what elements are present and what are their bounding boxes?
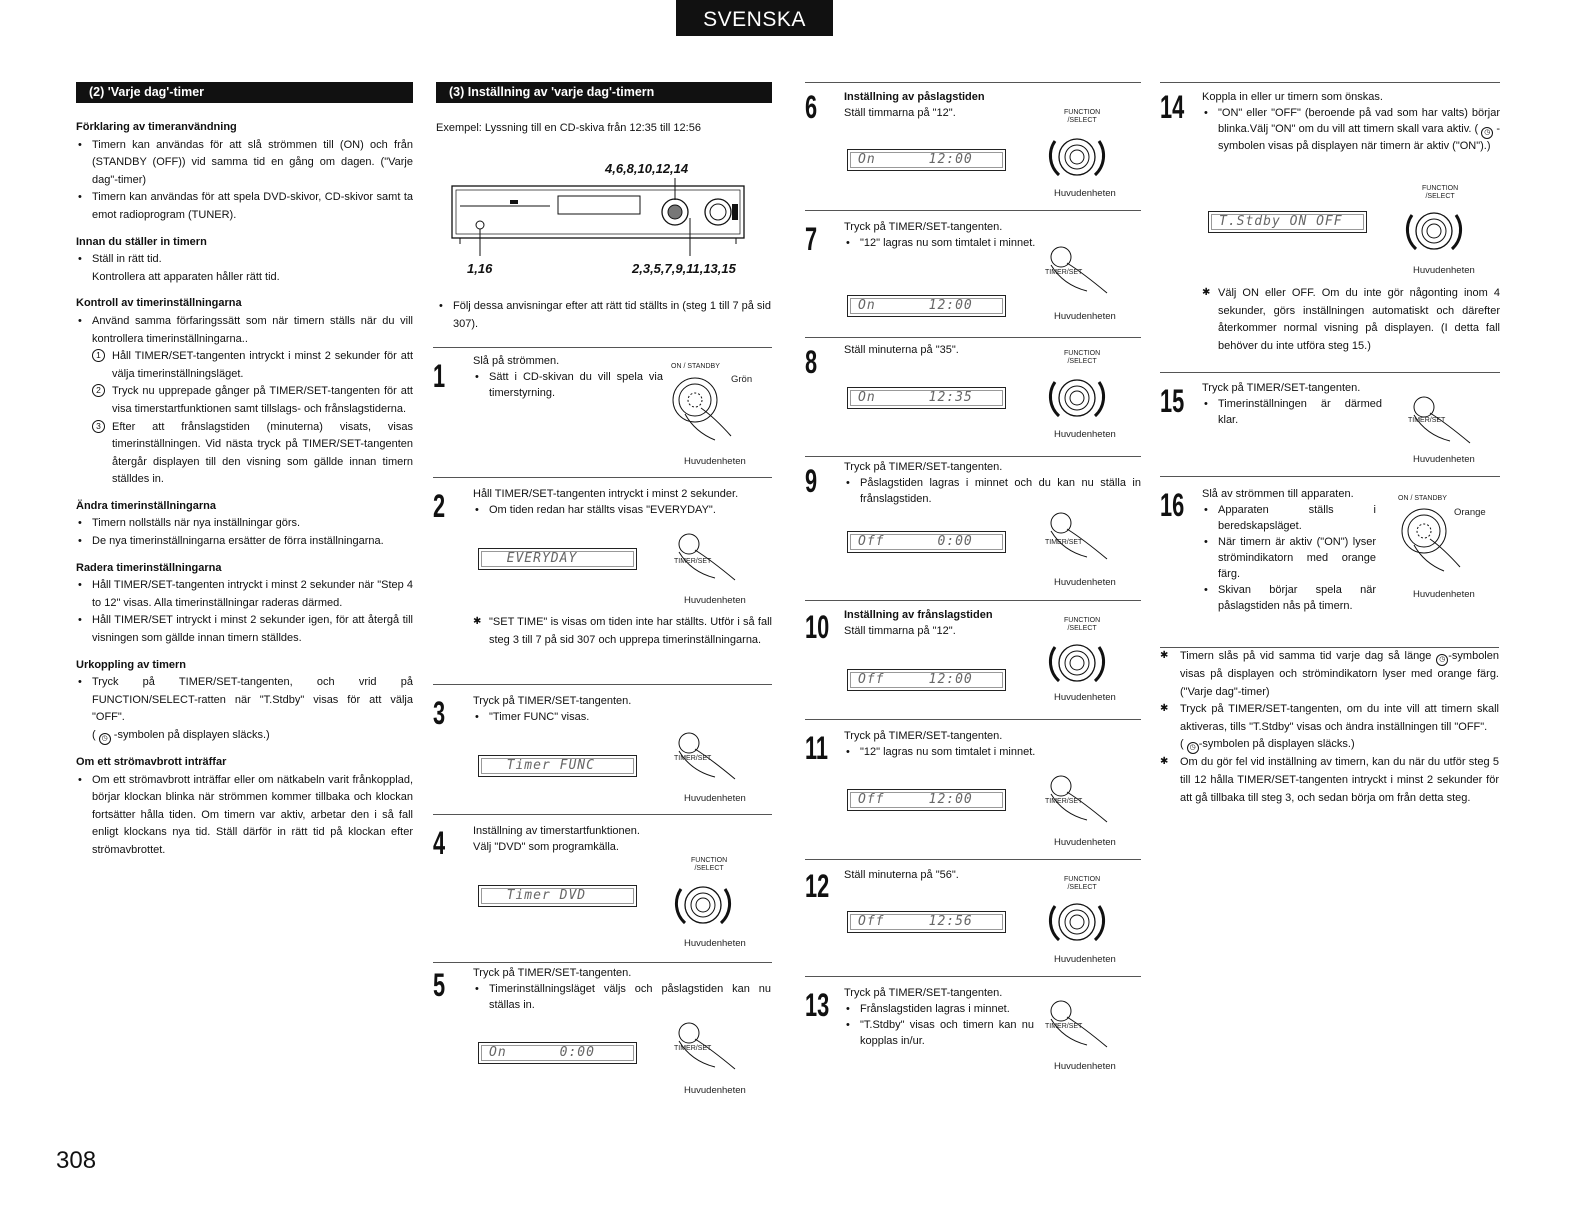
step-instruction: Ställ minuterna på "35". <box>844 344 959 356</box>
caption: Huvudenheten <box>1054 188 1116 199</box>
function-select-knob-illustration <box>1404 199 1464 263</box>
bullet-text: "ON" eller "OFF" (beroende på vad som har valts) börjar blinka.Välj "ON" om du vill att timern skall vara aktiv. ( <box>1218 106 1500 135</box>
step-number: 13 <box>805 987 830 1023</box>
clock-icon: ◷ <box>99 733 111 745</box>
note-text: Följ dessa anvisningar efter att rätt tid ställts in (steg 1 till 7 på sid 307). <box>453 300 771 330</box>
item-text: Tryck nu upprepade gånger på TIMER/SET-tangenten för att visa timerstartfunktionen samt tillslags- och frånslagstiderna. <box>112 385 413 415</box>
list-item: • Ställ in rätt tid. <box>76 251 413 269</box>
step-11 <box>805 719 1141 859</box>
step-9 <box>805 456 1141 600</box>
list-item: • Håll TIMER/SET intryckt i minst 2 sekunder igen, för att återgå till visningen som gällde innan timern ställdes. <box>76 612 413 647</box>
step-bullet: • Påslagstiden lagras i minnet och du kan nu ställa in frånslagstiden. <box>844 476 1141 508</box>
step-bullet: • Apparaten ställs i beredskapsläget. <box>1202 503 1376 535</box>
function-select-label: FUNCTION /SELECT <box>1064 617 1101 632</box>
step-5 <box>433 962 772 1102</box>
step-4 <box>433 814 772 962</box>
heading-change: Ändra timerinställningarna <box>76 499 216 512</box>
step-bullet: • När timern är aktiv ("ON") lyser strömindikatorn med orange färg. <box>1202 535 1376 583</box>
clock-icon: ◷ <box>1436 654 1448 666</box>
timer-set-label: TIMER/SET <box>674 755 712 762</box>
circled-number: 2 <box>92 384 105 397</box>
text-line: ( ◷ -symbolen på displayen släcks.) <box>76 727 413 745</box>
display-readout: On 12:35 <box>847 387 1006 409</box>
display-readout: Off 12:56 <box>847 911 1006 933</box>
step-text <box>844 90 1044 122</box>
orange-label: Orange <box>1454 507 1486 518</box>
step-bullet: • "T.Stdby" visas och timern kan nu kopplas in/ur. <box>844 1018 1034 1050</box>
text-line: Kontrollera att apparaten håller rätt tid. <box>92 270 280 283</box>
step-bullet: • Timerinställningsläget väljs och påslagstiden kan nu ställas in. <box>473 982 771 1014</box>
step-number: 7 <box>805 221 818 257</box>
step-14 <box>1160 82 1500 372</box>
step-number: 10 <box>805 609 830 645</box>
step-instruction: Ställ minuterna på "56". <box>844 869 959 881</box>
power-button-illustration <box>665 374 735 444</box>
step-number: 11 <box>805 730 829 766</box>
step-text <box>473 824 771 856</box>
timer-set-label: TIMER/SET <box>674 1045 712 1052</box>
timer-set-label: TIMER/SET <box>1408 417 1446 424</box>
step-number: 8 <box>805 344 818 380</box>
list-item: • Tryck på TIMER/SET-tangenten, och vrid på FUNCTION/SELECT-ratten när "T.Stdby" visas för att välja "OFF". <box>76 674 413 727</box>
callout-right: 2,3,5,7,9,11,13,15 <box>632 261 736 276</box>
step-8 <box>805 337 1141 456</box>
function-select-label: FUNCTION /SELECT <box>1064 109 1101 124</box>
note-text: Välj ON eller OFF. Om du inte gör någonting inom 4 sekunder, görs inställningen automatiskt och därefter återkommer normal visning på displayen. (I detta fall behöver du inte utföra steg 15.) <box>1218 287 1500 352</box>
step-bullet: • Om tiden redan har ställts visas "EVERYDAY". <box>473 503 771 519</box>
caption: Huvudenheten <box>684 456 746 467</box>
language-tab: SVENSKA <box>676 0 833 36</box>
display-readout: Timer DVD <box>478 885 637 907</box>
caption: Huvudenheten <box>1054 1061 1116 1072</box>
caption: Huvudenheten <box>1413 265 1475 276</box>
display-readout: T.Stdby ON OFF <box>1208 211 1367 233</box>
function-select-knob-illustration <box>1047 631 1107 695</box>
heading-explanation: Förklaring av timeranvändning <box>76 121 237 133</box>
on-standby-label: ON / STANDBY <box>671 363 720 370</box>
bullet-text: -symbolen visas på displayen när timern är aktiv ("ON").) <box>1218 122 1501 152</box>
step-text <box>1202 487 1376 615</box>
caption: Huvudenheten <box>1413 454 1475 465</box>
function-select-knob-illustration <box>1047 890 1107 954</box>
step-text <box>844 220 1044 252</box>
step-15 <box>1160 372 1500 476</box>
timer-set-label: TIMER/SET <box>674 558 712 565</box>
on-standby-label: ON / STANDBY <box>1398 495 1447 502</box>
section-daily-timer <box>76 82 413 860</box>
step-instruction: Slå av strömmen till apparaten. <box>1202 488 1354 500</box>
step-1 <box>433 347 772 477</box>
function-select-knob-illustration <box>1047 125 1107 189</box>
step-text <box>473 487 771 519</box>
step-instruction: Välj "DVD" som programkälla. <box>473 840 619 853</box>
note: ✱ "SET TIME" is visas om tiden inte har ställts. Utför i så fall steg 3 till 7 på sid 307 och upprepa timerinställningarna. <box>473 616 772 646</box>
item-text: Efter att frånslagstiden (minuterna) visats, visas timerinställningen. Vid nästa tryck på TIMER/SET-tangenten återgår displayen till den visning som gällde innan timern ställdes in. <box>112 420 413 486</box>
step-instruction: Tryck på TIMER/SET-tangenten. <box>1202 382 1361 394</box>
caption: Huvudenheten <box>684 595 746 606</box>
timer-set-label: TIMER/SET <box>1045 798 1083 805</box>
display-readout: Off 12:00 <box>847 789 1006 811</box>
numbered-item <box>92 419 413 489</box>
step-bullet: • Timerinställningen är därmed klar. <box>1202 397 1382 429</box>
step-instruction: Koppla in eller ur timern som önskas. <box>1202 91 1383 103</box>
step-bullet <box>1202 106 1500 155</box>
step-number: 16 <box>1160 487 1185 523</box>
step-text <box>844 460 1141 508</box>
step-instruction: Ställ timmarna på "12". <box>844 106 956 119</box>
caption: Huvudenheten <box>1413 589 1475 600</box>
list-item: • De nya timerinställningarna ersätter de förra inställningarna. <box>76 533 413 551</box>
step-text <box>844 608 1044 640</box>
step-number: 12 <box>805 868 830 904</box>
numbered-item <box>92 383 413 418</box>
caption: Huvudenheten <box>1054 954 1116 965</box>
step-bullet: • "Timer FUNC" visas. <box>473 710 771 726</box>
note-text: -symbolen på displayen släcks.) <box>1198 738 1355 751</box>
section-title: (3) Inställning av 'varje dag'-timern <box>436 82 772 103</box>
power-button-illustration <box>1394 505 1464 575</box>
note-text: -symbolen visas på displayen och strömindikatorn lyser med orange färg. ("Varje dag"-timer) <box>1180 650 1499 698</box>
step-instruction: Tryck på TIMER/SET-tangenten. <box>844 221 1003 233</box>
list-item: • Använd samma förfaringssätt som när timern ställs när du vill kontrollera timerinställningarna.. <box>76 313 413 348</box>
function-select-label: FUNCTION /SELECT <box>1064 350 1101 365</box>
step-text <box>844 868 1044 884</box>
list-item: • Timern kan användas för att spela DVD-skivor, CD-skivor samt ta emot radioprogram (TUNER). <box>76 189 413 224</box>
function-select-label: FUNCTION /SELECT <box>1422 185 1459 200</box>
callout-top: 4,6,8,10,12,14 <box>605 161 689 176</box>
caption: Huvudenheten <box>1054 692 1116 703</box>
example-text: Exempel: Lyssning till en CD-skiva från 12:35 till 12:56 <box>436 122 701 134</box>
step-text <box>844 343 1044 359</box>
note: ✱ Välj ON eller OFF. Om du inte gör någonting inom 4 sekunder, görs inställningen automatiskt och därefter återkommer normal visning på displayen. (I detta fall behöver du inte utföra steg 15.) <box>1202 287 1500 352</box>
step-instruction: Slå på strömmen. <box>473 355 560 367</box>
step-number: 9 <box>805 463 818 499</box>
step-bullet: • Skivan börjar spela när påslagstiden nås på timern. <box>1202 583 1376 615</box>
item-text: Håll TIMER/SET-tangenten intryckt i minst 2 sekunder för att välja timerinställningsläget. <box>112 350 413 380</box>
function-select-label: FUNCTION /SELECT <box>1064 876 1101 891</box>
step-number: 14 <box>1160 89 1185 125</box>
caption: Huvudenheten <box>1054 311 1116 322</box>
step-number: 1 <box>433 358 446 394</box>
caption: Huvudenheten <box>1054 837 1116 848</box>
step-instruction: Tryck på TIMER/SET-tangenten. <box>473 695 632 707</box>
function-select-knob-illustration <box>673 873 733 937</box>
step-3 <box>433 684 772 814</box>
step-instruction: Tryck på TIMER/SET-tangenten. <box>844 461 1003 473</box>
note-text: Timern slås på vid samma tid varje dag så länge <box>1180 650 1437 662</box>
heading-before: Innan du ställer in timern <box>76 235 207 248</box>
display-readout: EVERYDAY <box>478 548 637 570</box>
step-text <box>473 966 771 1014</box>
clock-icon: ◷ <box>1187 742 1199 754</box>
section-title: (2) 'Varje dag'-timer <box>76 82 413 103</box>
heading-power-failure: Om ett strömavbrott inträffar <box>76 756 227 768</box>
note <box>1160 754 1499 807</box>
list-item: • Timern kan användas för att slå strömmen till (ON) och från (STANDBY (OFF)) vid samma tid en gång om dagen. ("Varje dag"-timer) <box>76 137 413 190</box>
step-10 <box>805 600 1141 719</box>
step-6 <box>805 82 1141 210</box>
step-bullet: • Sätt i CD-skivan du vill spela via timerstyrning. <box>473 370 663 402</box>
timer-set-label: TIMER/SET <box>1045 1023 1083 1030</box>
caption: Huvudenheten <box>1054 577 1116 588</box>
circled-number: 3 <box>92 420 105 433</box>
step-text <box>1202 381 1382 429</box>
step-2 <box>433 477 772 684</box>
timer-set-label: TIMER/SET <box>1045 269 1083 276</box>
list-item: • Om ett strömavbrott inträffar eller om nätkabeln varit frånkopplad, börjar klockan blinka när strömmen kommer tillbaka och klockan fortsätter hålla tiden. Om timern var aktiv, arbetar den i så fall enligt klockans nya tid. Ställ därför in rätt tid på klockan efter strömavbrottet. <box>76 772 413 860</box>
step-text <box>473 694 771 726</box>
timer-set-label: TIMER/SET <box>1045 539 1083 546</box>
display-readout: On 0:00 <box>478 1042 637 1064</box>
step-number: 4 <box>433 825 446 861</box>
step-instruction: Ställ timmarna på "12". <box>844 624 956 637</box>
caption: Huvudenheten <box>684 1085 746 1096</box>
step-title: Inställning av frånslagstiden <box>844 609 993 621</box>
green-label: Grön <box>731 374 753 385</box>
list-item: • Timern nollställs när nya inställningar görs. <box>76 515 413 533</box>
function-select-label: FUNCTION /SELECT <box>691 857 728 872</box>
text-fragment: -symbolen på displayen släcks.) <box>113 729 270 741</box>
page-number: 308 <box>56 1147 97 1174</box>
list-item: • Håll TIMER/SET-tangenten intryckt i minst 2 sekunder när "Step 4 to 12" visas. Alla timerinställningar raderas därmed. <box>76 577 413 612</box>
note-text: "SET TIME" is visas om tiden inte har ställts. Utför i så fall steg 3 till 7 på sid 307 och upprepa timerinställningarna. <box>489 616 772 646</box>
heading-delete: Radera timerinställningarna <box>76 561 222 574</box>
step-instruction: Håll TIMER/SET-tangenten intryckt i minst 2 sekunder. <box>473 488 739 500</box>
step-12 <box>805 859 1141 976</box>
clock-icon: ◷ <box>1481 127 1493 139</box>
display-readout: Off 12:00 <box>847 669 1006 691</box>
function-select-knob-illustration <box>1047 366 1107 430</box>
step-13 <box>805 976 1141 1076</box>
display-readout: On 12:00 <box>847 149 1006 171</box>
display-readout: Timer FUNC <box>478 755 637 777</box>
section-setup <box>436 82 772 138</box>
step-instruction: Tryck på TIMER/SET-tangenten. <box>844 987 1003 999</box>
step-instruction: Tryck på TIMER/SET-tangenten. <box>844 730 1003 742</box>
step-number: 6 <box>805 89 818 125</box>
caption: Huvudenheten <box>684 793 746 804</box>
callout-left: 1,16 <box>467 261 493 276</box>
display-readout: Off 0:00 <box>847 531 1006 553</box>
step-16 <box>1160 476 1500 628</box>
step-number: 5 <box>433 967 446 1003</box>
note: ✱ Tryck på TIMER/SET-tangenten, om du inte vill att timern skall aktiveras, tills "T.Stdby" visas och ändra inställningen till "OFF". ( ◷ -symbolen på displayen släcks.) <box>1160 701 1499 754</box>
caption: Huvudenheten <box>1054 429 1116 440</box>
note-text: Tryck på TIMER/SET-tangenten, om du inte vill att timern skall aktiveras, tills "T.Stdby" visas och ändra inställningen till "OFF". <box>1180 703 1499 733</box>
step-7 <box>805 210 1141 337</box>
step-instruction: Tryck på TIMER/SET-tangenten. <box>473 967 632 979</box>
step-text <box>473 354 663 402</box>
step-number: 2 <box>433 488 446 524</box>
step-instruction: Inställning av timerstartfunktionen. <box>473 825 640 837</box>
step-bullet: • "12" lagras nu som timtalet i minnet. <box>844 236 1044 252</box>
step-number: 3 <box>433 695 446 731</box>
final-notes <box>1160 647 1499 807</box>
front-panel-diagram <box>450 178 750 258</box>
step-title: Inställning av påslagstiden <box>844 91 985 103</box>
display-readout: On 12:00 <box>847 295 1006 317</box>
heading-disable: Urkoppling av timern <box>76 658 187 671</box>
step-bullet: • "12" lagras nu som timtalet i minnet. <box>844 745 1141 761</box>
follow-note: • Följ dessa anvisningar efter att rätt tid ställts in (steg 1 till 7 på sid 307). <box>439 300 771 330</box>
heading-check: Kontroll av timerinställningarna <box>76 297 242 310</box>
caption: Huvudenheten <box>684 938 746 949</box>
step-number: 15 <box>1160 383 1185 419</box>
step-text <box>844 729 1141 761</box>
step-text <box>844 986 1034 1050</box>
circled-number: 1 <box>92 349 105 362</box>
note <box>1160 648 1499 701</box>
note-text: Om du gör fel vid inställning av timern, kan du när du utför steg 5 till 12 hålla TIMER/SET-tangenten intryckt i minst 2 sekunder för att gå tillbaka till steg 3, och sedan börja om från detta steg. <box>1180 756 1499 804</box>
step-bullet: • Frånslagstiden lagras i minnet. <box>844 1002 1034 1018</box>
numbered-item <box>92 348 413 383</box>
step-text <box>1202 90 1500 155</box>
